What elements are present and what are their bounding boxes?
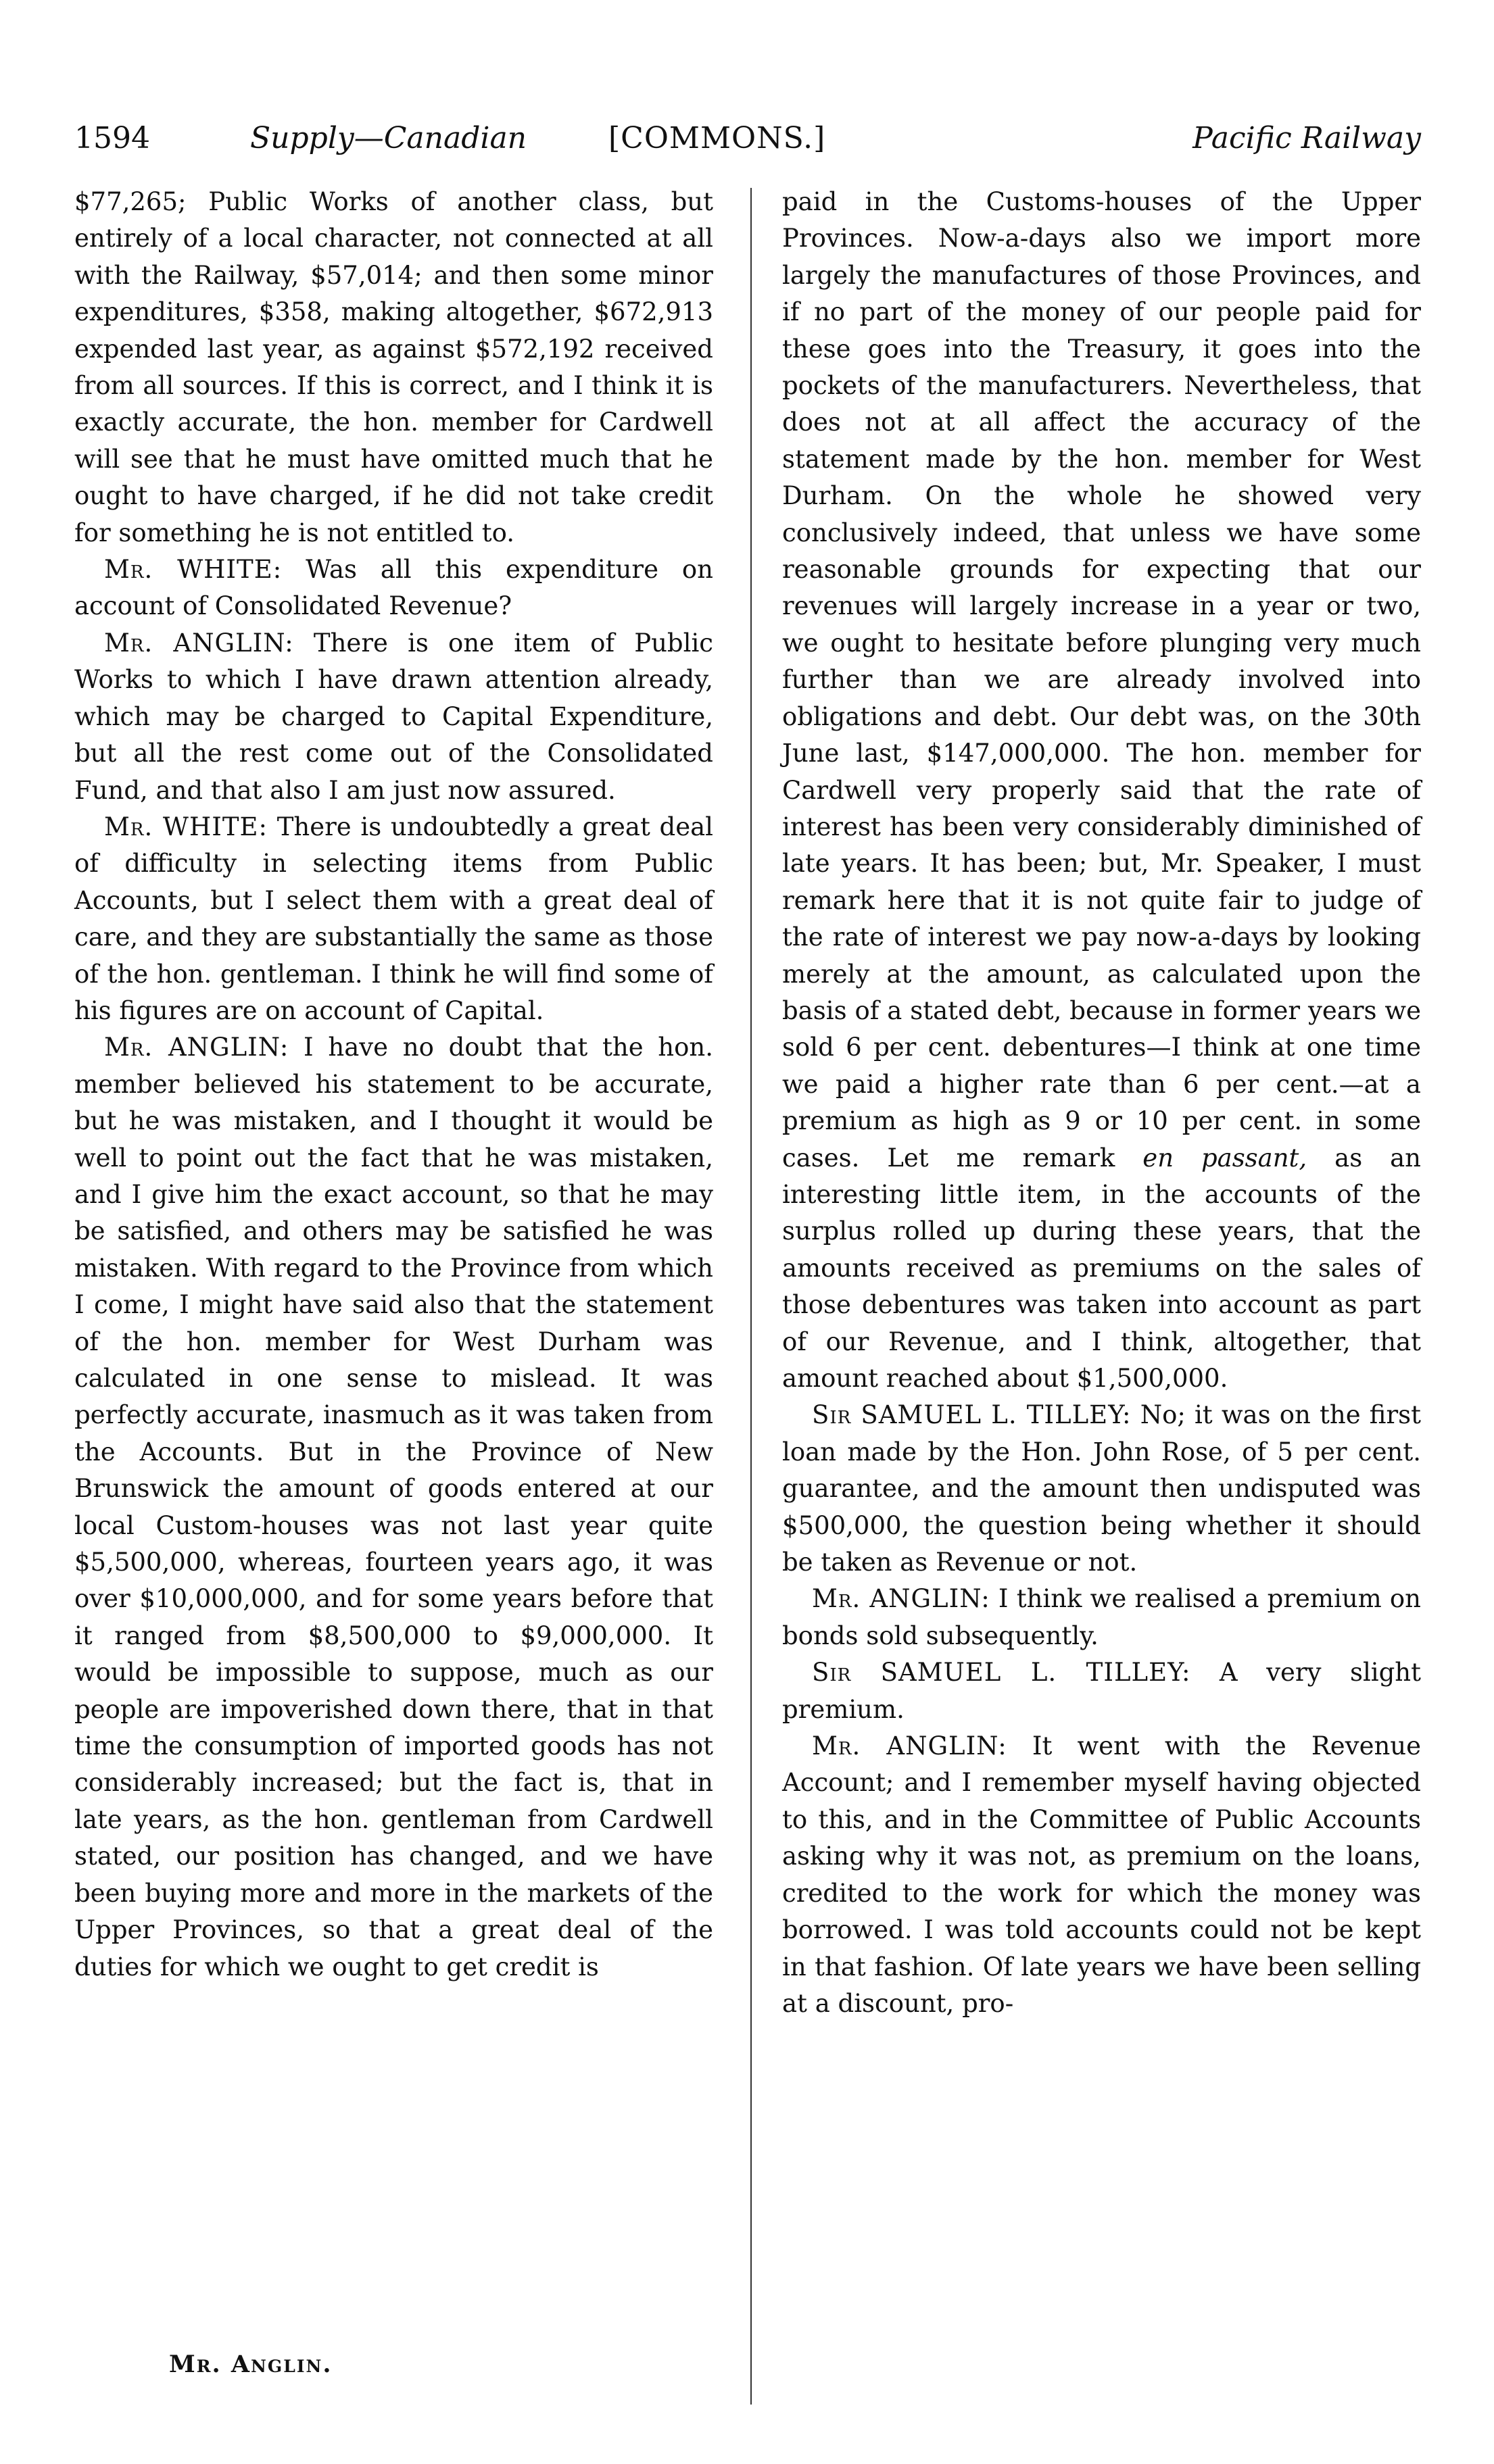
speaker-name: Mr. ANGLIN: — [812, 1584, 990, 1614]
paragraph: Mr. WHITE: There is undoubtedly a great deal of difficulty in selecting items from Public Accounts, but I select them with a great deal of care, and they are substantially the same as those of the hon. gentleman. I think he will find some of his figures are on account of Capital. — [74, 812, 713, 1025]
speaker-name: Mr. ANGLIN: — [812, 1731, 1007, 1761]
right-column — [782, 184, 1421, 2346]
left-column — [74, 184, 713, 2346]
footer-signature: Mr. Anglin. — [169, 2350, 333, 2378]
speaker-name: Mr. WHITE: — [104, 812, 268, 841]
column-divider — [750, 188, 752, 2405]
section-title: Supply—Canadian — [250, 121, 527, 155]
speaker-name: Mr. ANGLIN: — [104, 628, 294, 658]
two-column-body — [74, 184, 1421, 2346]
paragraph: paid in the Customs-houses of the Upper Provinces. Now-a-days also we import more largely the manufactures of those Provinces, and if no part of the money of our people paid for these goes into the Treasury, it goes into the pockets of the manufacturers. Nevertheless, that does not at all affect the accuracy of the statement made by the hon. member for West Durham. On the whole he showed very conclusively indeed, that unless we have some reasonable grounds for expecting that our revenues will largely increase in a year or two, we ought to hesitate before plunging very much further than we are already involved into obligations and debt. Our debt was, on the 30th June last, $147,000,000. The hon. member for Cardwell very properly said that the rate of interest has been very considerably diminished of late years. It has been; but, Mr. Speaker, I must remark here that it is not quite fair to judge of the rate of interest we pay now-a-days by looking merely at the amount, as calculated upon the basis of a stated debt, because in former years we sold 6 per cent. debentures—I think at one time we paid a higher rate than 6 per cent.—at a premium as high as 9 or 10 per cent. in some cases. Let me remark en passant, as an interesting little item, in the accounts of the surplus rolled up during these years, that the amounts received as premiums on the sales of those debentures was taken into account as part of our Revenue, and I think, altogether, that amount reached about $1,500,000. — [782, 187, 1422, 1393]
speaker-name: Mr. ANGLIN: — [104, 1033, 289, 1062]
paragraph: Sir SAMUEL L. TILLEY: A very slight premium. — [782, 1658, 1421, 1724]
page-number: 1594 — [74, 121, 150, 155]
paragraph: Mr. WHITE: Was all this expenditure on account of Consolidated Revenue? — [74, 555, 713, 621]
speaker-name: Mr. WHITE: — [104, 555, 283, 585]
paragraph: Sir SAMUEL L. TILLEY: No; it was on the first loan made by the Hon. John Rose, of 5 per cent. guarantee, and the amount then undisputed was $500,000, the question being whether it should be taken as Revenue or not. — [782, 1400, 1421, 1577]
paragraph: Mr. ANGLIN: There is one item of Public Works to which I have drawn attention already, which may be charged to Capital Expenditure, but all the rest come out of the Consolidated Fund, and that also I am just now assured. — [74, 628, 714, 805]
running-header — [74, 101, 1421, 176]
chamber-title: [COMMONS.] — [608, 121, 826, 155]
paragraph: $77,265; Public Works of another class, but entirely of a local character, not connected at all with the Railway, $57,014; and then some minor expenditures, $358, making altogether, $672,913 expended last year, as against $572,192 received from all sources. If this is correct, and I think it is exactly accurate, the hon. member for Cardwell will see that he must have omitted much that he ought to have charged, if he did not take credit for something he is not entitled to. — [74, 187, 713, 547]
hansard-page — [74, 101, 1421, 2413]
paragraph: Mr. ANGLIN: I have no doubt that the hon. member believed his statement to be accurate, but he was mistaken, and I thought it would be well to point out the fact that he was mistaken, and I give him the exact account, so that he may be satisfied, and others may be satisfied he was mistaken. With regard to the Province from which I come, I might have said also that the statement of the hon. member for West Durham was calculated in one sense to mislead. It was perfectly accurate, inasmuch as it was taken from the Accounts. But in the Province of New Brunswick the amount of goods entered at our local Custom-houses was not last year quite $5,500,000, whereas, fourteen years ago, it was over $10,000,000, and for some years before that it ranged from $8,500,000 to $9,000,000. It would be impossible to suppose, much as our people are impoverished down there, that in that time the consumption of imported goods has not considerably increased; but the fact is, that in late years, as the hon. gentleman from Cardwell stated, our position has changed, and we have been buying more and more in the markets of the Upper Provinces, so that a great deal of the duties for which we ought to get credit is — [74, 1033, 713, 1981]
subject-title: Pacific Railway — [1192, 121, 1421, 155]
paragraph: Mr. ANGLIN: It went with the Revenue Account; and I remember myself having objected to this, and in the Committee of Public Accounts asking why it was not, as premium on the loans, credited to the work for which the money was borrowed. I was told accounts could not be kept in that fashion. Of late years we have been selling at a discount, pro- — [782, 1731, 1422, 2018]
paragraph: Mr. ANGLIN: I think we realised a premium on bonds sold subsequently. — [782, 1584, 1422, 1650]
speaker-name: Sir SAMUEL L. TILLEY: — [812, 1400, 1132, 1430]
speaker-name: Sir SAMUEL L. TILLEY: — [812, 1658, 1191, 1687]
